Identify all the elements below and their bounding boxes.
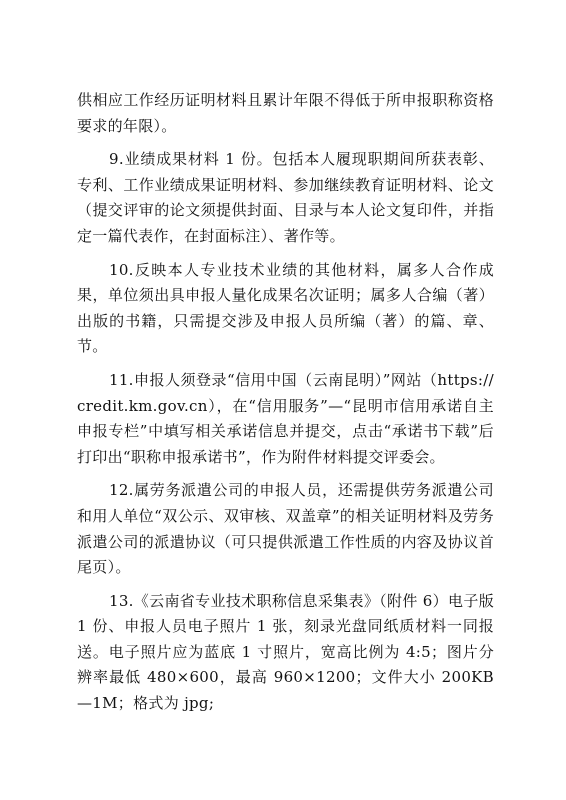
paragraph-item-10: 10.反映本人专业技术业绩的其他材料，属多人合作成果，单位须出具申报人量化成果名次证明；属多人合编（著）出版的书籍，只需提交涉及申报人员所编（著）的篇、章、节。 [77,260,494,356]
paragraph-continuation: 供相应工作经历证明材料且累计年限不得低于所申报职称资格要求的年限）。 [77,91,494,135]
paragraph-item-13: 13.《云南省专业技术职称信息采集表》（附件 6）电子版 1 份、申报人员电子照片 1 张，刻录光盘同纸质材料一同报送。电子照片应为蓝底 1 寸照片，宽高比例为 4:5；图片分辨率最低 480×600，最高 960×1200；文件大小 200KB—1M；格式为 jpg; [77,591,494,713]
paragraph-item-9: 9.业绩成果材料 1 份。包括本人履现职期间所获表彰、专利、工作业绩成果证明材料、参加继续教育证明材料、论文（提交评审的论文须提供封面、目录与本人论文复印件，并指定一篇代表作，在封面标注）、著作等。 [77,150,494,245]
paragraph-item-12: 12.属劳务派遣公司的申报人员，还需提供劳务派遣公司和用人单位“双公示、双审核、双盖章”的相关证明材料及劳务派遣公司的派遣协议（可只提供派遣工作性质的内容及协议首尾页）。 [77,481,494,577]
paragraph-item-11: 11.申报人须登录“信用中国（云南昆明）”网站（https://credit.km.gov.cn），在“信用服务”—“昆明市信用承诺自主申报专栏”中填写相关承诺信息并提交，点击“承诺书下载”后打印出“职称申报承诺书”，作为附件材料提交评委会。 [77,370,494,466]
